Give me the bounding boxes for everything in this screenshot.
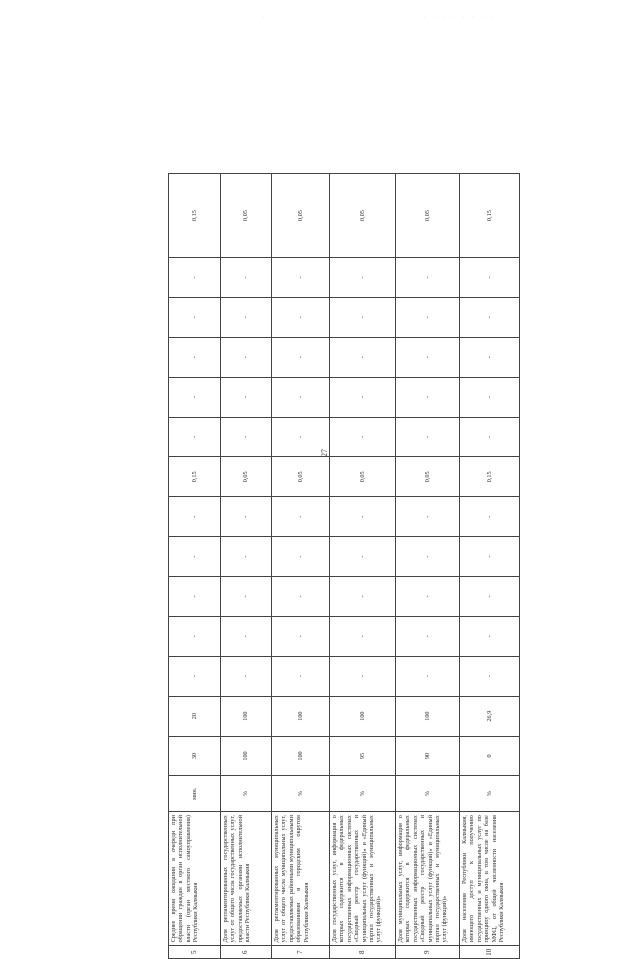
value-cell: 0,15 xyxy=(460,457,520,497)
value-cell: - xyxy=(272,537,330,577)
unit-cell: % xyxy=(330,776,396,812)
value-cell: - xyxy=(272,297,330,337)
value-cell: - xyxy=(272,577,330,617)
indicator-table-container xyxy=(168,173,520,959)
value-cell: - xyxy=(272,377,330,417)
value-cell: 0,15 xyxy=(460,174,520,258)
value-cell: - xyxy=(169,258,221,298)
value-cell: 26,9 xyxy=(460,696,520,736)
value-cell: - xyxy=(396,297,460,337)
value-cell: - xyxy=(330,577,396,617)
value-cell: - xyxy=(169,297,221,337)
value-cell: - xyxy=(221,656,272,696)
value-cell: - xyxy=(221,497,272,537)
value-cell: - xyxy=(169,377,221,417)
row-number-cell: 8 xyxy=(330,946,396,959)
value-cell: - xyxy=(221,417,272,457)
value-cell: - xyxy=(460,577,520,617)
value-cell: - xyxy=(460,616,520,656)
value-cell: - xyxy=(221,297,272,337)
value-cell: 0,15 xyxy=(169,174,221,258)
indicator-name-cell: Среднее время ожидания в очереди при обращении граждан в орган исполнительной власти (орган местного самоуправления) Республики Калмыкия xyxy=(169,812,221,946)
value-cell: 0,05 xyxy=(272,174,330,258)
unit-cell: % xyxy=(221,776,272,812)
value-cell: 0,05 xyxy=(330,457,396,497)
value-cell: - xyxy=(169,497,221,537)
indicator-name-cell: Доля населения Республики Калмыкия, имеющего доступ к получению государственных и муниципальных услуг по принципу одного окна, в том числе на базе МФЦ, от общей численности населения Республики Калмыкия xyxy=(460,812,520,946)
indicator-name-cell: Доля государственных услуг, информация о которых содержится в федеральных государственных информационных системах «Сводный реестр государственных и муниципальных услуг (функций)» и «Единый портал государственных и муниципальных услуг (функций)» xyxy=(330,812,396,946)
value-cell: 100 xyxy=(272,696,330,736)
value-cell: - xyxy=(330,337,396,377)
value-cell: 100 xyxy=(330,696,396,736)
value-cell: - xyxy=(330,537,396,577)
value-cell: 0,05 xyxy=(272,457,330,497)
value-cell: 95 xyxy=(330,736,396,776)
scan-artifact: · xyxy=(262,14,267,20)
value-cell: - xyxy=(460,497,520,537)
unit-cell: % xyxy=(396,776,460,812)
value-cell: 100 xyxy=(221,696,272,736)
unit-cell: мин. xyxy=(169,776,221,812)
value-cell: - xyxy=(221,537,272,577)
value-cell: - xyxy=(221,616,272,656)
value-cell: 30 xyxy=(169,736,221,776)
value-cell: 100 xyxy=(221,736,272,776)
value-cell: - xyxy=(330,417,396,457)
row-number-cell: 7 xyxy=(272,946,330,959)
table-row xyxy=(330,174,396,959)
value-cell: - xyxy=(396,537,460,577)
value-cell: - xyxy=(330,297,396,337)
table-row xyxy=(396,174,460,959)
value-cell: - xyxy=(221,577,272,617)
value-cell: - xyxy=(272,616,330,656)
value-cell: 0,05 xyxy=(221,174,272,258)
value-cell: 90 xyxy=(396,736,460,776)
table-row xyxy=(169,174,221,959)
value-cell: - xyxy=(396,656,460,696)
value-cell: - xyxy=(221,258,272,298)
value-cell: 100 xyxy=(272,736,330,776)
row-number-cell: 5 xyxy=(169,946,221,959)
table-row xyxy=(272,174,330,959)
value-cell: - xyxy=(221,337,272,377)
value-cell: - xyxy=(460,417,520,457)
unit-cell: % xyxy=(272,776,330,812)
value-cell: - xyxy=(396,417,460,457)
value-cell: - xyxy=(272,417,330,457)
value-cell: - xyxy=(460,656,520,696)
value-cell: - xyxy=(272,656,330,696)
value-cell: - xyxy=(330,377,396,417)
page-number: 27 xyxy=(320,449,329,457)
value-cell: - xyxy=(330,656,396,696)
value-cell: - xyxy=(460,258,520,298)
value-cell: - xyxy=(169,537,221,577)
value-cell: - xyxy=(221,377,272,417)
value-cell: 100 xyxy=(396,696,460,736)
value-cell: 20 xyxy=(169,696,221,736)
scan-artifact: · · · · · · · · xyxy=(424,14,496,20)
row-number-cell: 9 xyxy=(396,946,460,959)
value-cell: 0,05 xyxy=(396,457,460,497)
value-cell: 0,15 xyxy=(169,457,221,497)
indicator-name-cell: Доля муниципальных услуг, информация о которых содержится в федеральных государственных информационных системах «Сводный реестр государственных и муниципальных услуг (функций)» и «Единый портал государственных и муниципальных услуг (функций)» xyxy=(396,812,460,946)
value-cell: - xyxy=(272,258,330,298)
value-cell: - xyxy=(396,258,460,298)
value-cell: 0,05 xyxy=(396,174,460,258)
value-cell: 0 xyxy=(460,736,520,776)
value-cell: - xyxy=(330,258,396,298)
value-cell: - xyxy=(460,537,520,577)
value-cell: 0,05 xyxy=(221,457,272,497)
indicator-table xyxy=(168,173,520,959)
value-cell: - xyxy=(396,377,460,417)
value-cell: - xyxy=(460,297,520,337)
value-cell: - xyxy=(396,497,460,537)
value-cell: - xyxy=(396,337,460,377)
value-cell: - xyxy=(396,577,460,617)
value-cell: - xyxy=(169,417,221,457)
value-cell: - xyxy=(272,337,330,377)
value-cell: - xyxy=(169,616,221,656)
value-cell: - xyxy=(272,497,330,537)
value-cell: - xyxy=(169,337,221,377)
value-cell: - xyxy=(460,377,520,417)
value-cell: - xyxy=(396,616,460,656)
row-number-cell: 6 xyxy=(221,946,272,959)
unit-cell: % xyxy=(460,776,520,812)
indicator-name-cell: Доля регламентированных государственных услуг от общего числа государственных услуг, предоставляемых органами исполнительной власти Республики Калмыкия xyxy=(221,812,272,946)
table-row xyxy=(460,174,520,959)
row-number-cell: 10 xyxy=(460,946,520,959)
indicator-name-cell: Доля регламентированных муниципальных услуг от общего числа муниципальных услуг, предоставляемых районными муниципальными образованиями и городским округом Республики Калмыкия xyxy=(272,812,330,946)
table-row xyxy=(221,174,272,959)
value-cell: 0,05 xyxy=(330,174,396,258)
value-cell: - xyxy=(330,616,396,656)
value-cell: - xyxy=(330,497,396,537)
value-cell: - xyxy=(169,656,221,696)
value-cell: - xyxy=(460,337,520,377)
value-cell: - xyxy=(169,577,221,617)
